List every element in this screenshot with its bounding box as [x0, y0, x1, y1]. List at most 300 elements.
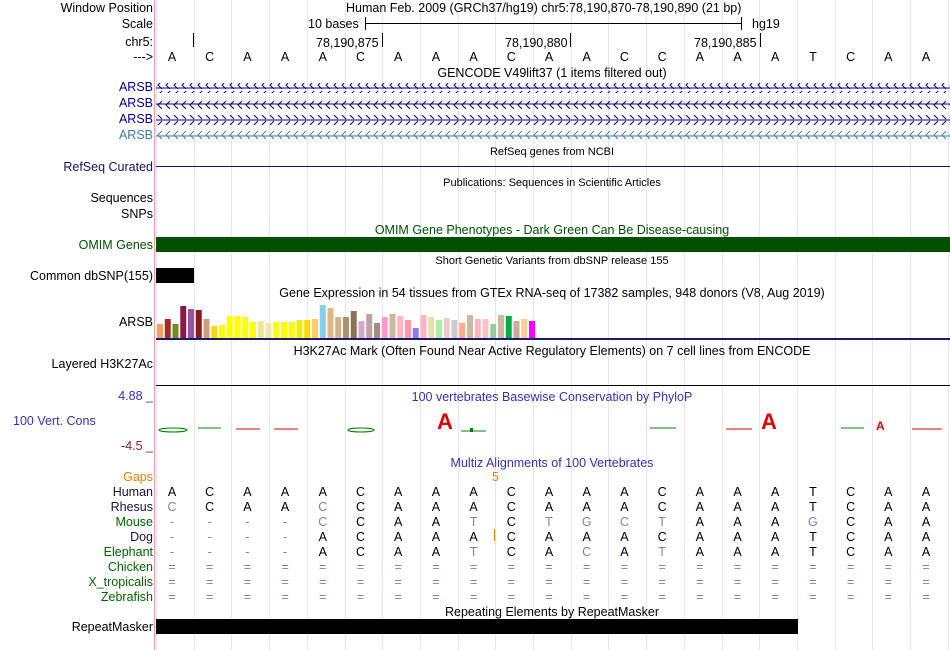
gtex-tissue-bar[interactable] [188, 309, 194, 338]
species-label[interactable]: Dog [130, 530, 153, 544]
alignment-base: A [431, 530, 441, 544]
position-875: 78,190,875 [316, 36, 379, 50]
alignment-base: = [432, 590, 440, 604]
alignment-base: = [356, 590, 365, 604]
alignment-base: = [696, 575, 704, 589]
gtex-tissue-bar[interactable] [242, 317, 248, 338]
phylop-logo-letter-a-3: A [876, 419, 885, 433]
gencode-track-title: GENCODE V49lift37 (1 items filtered out) [437, 66, 667, 80]
alignment-base: = [733, 575, 742, 589]
gtex-tissue-bar[interactable] [196, 310, 202, 338]
gtex-tissue-bar[interactable] [514, 321, 520, 338]
alignment-base: T [469, 545, 478, 559]
reference-base: C [506, 50, 516, 64]
phylop-min-label: -4.5 _ [121, 439, 153, 453]
reference-base: A [394, 50, 403, 64]
alignment-base: A [733, 485, 742, 499]
alignment-base: C [657, 485, 667, 499]
gencode-label-1[interactable]: ARSB [118, 80, 153, 94]
alignment-base: = [432, 560, 440, 574]
alignment-base: = [771, 590, 779, 604]
chrom-label: chr5: [125, 35, 153, 49]
scale-text: 10 bases [308, 17, 359, 31]
reference-base: A [318, 50, 327, 64]
dbsnp-variant-block[interactable] [156, 268, 194, 283]
alignment-base: A [394, 545, 403, 559]
dbsnp-label[interactable]: Common dbSNP(155) [30, 269, 153, 283]
alignment-base: = [319, 590, 327, 604]
phylop-logo-letter-a: A [437, 409, 453, 434]
alignment-base: A [394, 530, 403, 544]
alignment-base: T [658, 515, 666, 529]
alignment-base: A [921, 545, 931, 559]
alignment-base: = [545, 590, 553, 604]
alignment-base: = [733, 560, 742, 574]
repeat-label[interactable]: RepeatMasker [71, 620, 153, 634]
alignment-base: A [771, 515, 780, 529]
gtex-tissue-bar[interactable] [436, 320, 442, 338]
alignment-base: C [846, 515, 856, 529]
gtex-tissue-bar[interactable] [359, 321, 365, 338]
alignment-base: - [283, 545, 288, 559]
gap-insertion-mark [494, 529, 495, 541]
alignment-base: A [544, 530, 554, 544]
alignment-base: A [544, 500, 554, 514]
reference-base: A [469, 50, 478, 64]
alignment-base: = [394, 575, 402, 589]
gencode-transcript-2[interactable] [156, 99, 950, 109]
alignment-base: A [695, 500, 704, 514]
reference-base: A [431, 50, 441, 64]
reference-base: A [582, 50, 591, 64]
gtex-tissue-bar[interactable] [328, 308, 334, 338]
alignment-base: A [280, 485, 290, 499]
alignment-base: = [884, 575, 892, 589]
dbsnp-track-title: Short Genetic Variants from dbSNP release 155 [435, 255, 669, 267]
gtex-tissue-bar[interactable] [498, 315, 504, 338]
reference-base: A [243, 50, 252, 64]
omim-label[interactable]: OMIM Genes [78, 238, 153, 252]
gtex-tissue-bar[interactable] [529, 321, 535, 338]
alignment-base: A [921, 485, 931, 499]
alignment-base: A [469, 500, 478, 514]
species-label[interactable]: Human [112, 485, 153, 499]
gtex-tissue-bar[interactable] [374, 323, 380, 338]
alignment-base: A [695, 530, 704, 544]
position-880: 78,190,880 [505, 36, 568, 50]
alignment-base: A [695, 545, 704, 559]
window-position-value: Human Feb. 2009 (GRCh37/hg19) chr5:78,190,870-78,190,890 (21 bp) [346, 1, 742, 15]
gtex-tissue-bar[interactable] [413, 328, 419, 338]
alignment-base: A [921, 515, 931, 529]
alignment-base: = [922, 590, 930, 604]
alignment-base: = [168, 590, 176, 604]
omim-track-title: OMIM Gene Phenotypes - Dark Green Can Be Disease-causing [374, 223, 730, 237]
phylop-track-title: 100 vertebrates Basewise Conservation by PhyloP [411, 390, 693, 404]
chrom-tick [193, 33, 194, 47]
gtex-tissue-bar[interactable] [351, 311, 357, 338]
alignment-base: = [206, 575, 214, 589]
species-label[interactable]: Mouse [115, 515, 153, 529]
alignment-base: T [469, 515, 478, 529]
gtex-track-title: Gene Expression in 54 tissues from GTEx RNA-seq of 17382 samples, 948 donors (V8, Aug 2019) [279, 286, 825, 300]
alignment-base: C [355, 545, 366, 559]
gtex-tissue-bar[interactable] [312, 319, 318, 338]
gtex-tissue-bar[interactable] [421, 315, 427, 338]
alignment-base: A [544, 545, 554, 559]
species-label[interactable]: Rhesus [110, 500, 153, 514]
alignment-base: = [809, 575, 817, 589]
gtex-tissue-bar[interactable] [165, 319, 171, 338]
alignment-base: A [884, 485, 893, 499]
alignment-base: T [545, 515, 553, 529]
refseq-track-title: RefSeq genes from NCBI [489, 146, 615, 158]
phylop-max-label: 4.88 _ [118, 389, 153, 403]
alignment-base: A [695, 485, 704, 499]
alignment-base: A [921, 530, 931, 544]
alignment-base: = [658, 590, 666, 604]
alignment-base: A [733, 530, 742, 544]
alignment-base: C [846, 485, 856, 499]
refseq-gene-line[interactable] [156, 166, 950, 167]
alignment-base: - [283, 530, 288, 544]
phylop-neg-glyph-1 [159, 428, 187, 432]
scale-label: Scale [121, 17, 153, 31]
alignment-base: = [168, 575, 176, 589]
alignment-base: C [318, 500, 328, 514]
alignment-base: A [884, 545, 893, 559]
reference-base: C [846, 50, 856, 64]
alignment-base: A [544, 485, 554, 499]
refseq-label[interactable]: RefSeq Curated [63, 160, 153, 174]
alignment-base: C [846, 545, 856, 559]
gtex-tissue-bar[interactable] [521, 319, 527, 338]
gtex-expression-chart[interactable] [156, 298, 556, 338]
reference-base: A [280, 50, 290, 64]
alignment-base: A [280, 500, 290, 514]
gtex-tissue-bar[interactable] [405, 320, 411, 338]
alignment-base: - [207, 530, 212, 544]
gtex-tissue-bar[interactable] [289, 322, 295, 338]
phylop-track-label[interactable]: 100 Vert. Cons [13, 414, 96, 428]
phylop-neg-glyph-2 [348, 428, 374, 432]
scale-bar-left-tick [365, 17, 366, 30]
gtex-tissue-bar[interactable] [335, 317, 341, 338]
gtex-tissue-bar[interactable] [506, 316, 512, 338]
alignment-base: = [809, 590, 817, 604]
repeat-element-bar[interactable] [156, 619, 798, 634]
gtex-tissue-bar[interactable] [483, 319, 489, 338]
alignment-base: = [394, 590, 402, 604]
gtex-tissue-bar[interactable] [304, 320, 310, 338]
alignment-base: - [207, 515, 212, 529]
window-position-label: Window Position [60, 1, 153, 15]
alignment-base: = [394, 560, 402, 574]
alignment-base: A [695, 515, 704, 529]
snps-label[interactable]: SNPs [121, 207, 153, 221]
species-label[interactable]: X_tropicalis [88, 575, 153, 589]
alignment-base: = [356, 575, 365, 589]
alignment-base: = [658, 560, 666, 574]
alignment-base: = [696, 560, 704, 574]
alignment-base: C [355, 515, 366, 529]
alignment-base: - [169, 545, 175, 559]
gtex-tissue-bar[interactable] [173, 324, 179, 338]
repeat-track-title: Repeating Elements by RepeatMasker [444, 605, 659, 619]
alignment-base: = [206, 560, 214, 574]
gencode-label-2[interactable]: ARSB [118, 96, 153, 110]
gtex-tissue-bar[interactable] [343, 317, 349, 338]
alignment-base: - [169, 530, 175, 544]
alignment-base: A [431, 485, 441, 499]
gencode-label-4[interactable]: ARSB [118, 128, 153, 142]
alignment-base: = [922, 575, 930, 589]
alignment-base: = [319, 560, 327, 574]
alignment-base: T [658, 545, 666, 559]
gtex-tissue-bar[interactable] [490, 324, 496, 338]
gtex-tissue-bar[interactable] [452, 320, 458, 338]
alignment-base: C [657, 500, 667, 514]
alignment-base: T [809, 500, 817, 514]
gtex-tissue-bar[interactable] [227, 316, 233, 338]
gtex-tissue-bar[interactable] [428, 317, 434, 338]
reference-base: A [884, 50, 893, 64]
phylop-green-mark [470, 428, 473, 432]
gtex-tissue-bar[interactable] [397, 316, 403, 338]
strand-arrow: ---> [133, 50, 153, 64]
alignment-base: G [808, 515, 818, 529]
alignment-base: A [620, 545, 629, 559]
alignment-base: - [245, 545, 250, 559]
alignment-base: = [583, 575, 591, 589]
alignment-base: = [206, 590, 214, 604]
gtex-tissue-bar[interactable] [157, 324, 163, 338]
gtex-tissue-bar[interactable] [444, 318, 450, 338]
alignment-base: C [506, 500, 516, 514]
alignment-base: = [884, 560, 892, 574]
gtex-tissue-bar[interactable] [467, 315, 473, 338]
alignment-base: - [169, 515, 175, 529]
alignment-base: C [582, 545, 592, 559]
alignment-base: = [846, 590, 855, 604]
alignment-base: G [581, 515, 592, 529]
scale-bar [365, 23, 742, 24]
gencode-transcript-3[interactable] [156, 115, 950, 125]
gencode-transcripts[interactable] [156, 80, 950, 144]
alignment-base: A [884, 530, 893, 544]
alignment-base: C [506, 530, 516, 544]
omim-gene-bar[interactable] [156, 237, 950, 252]
alignment-base: = [319, 575, 327, 589]
alignment-base: = [620, 590, 629, 604]
sequences-label[interactable]: Sequences [90, 191, 153, 205]
alignment-base: A [469, 485, 478, 499]
alignment-base: A [318, 530, 327, 544]
scale-bar-right-tick [741, 17, 742, 30]
alignment-base: C [167, 500, 177, 514]
gencode-transcript-4[interactable] [156, 131, 950, 141]
alignment-base: C [506, 545, 516, 559]
alignment-base: = [583, 590, 591, 604]
alignment-base: = [243, 575, 252, 589]
alignment-base: A [771, 530, 780, 544]
alignment-base: = [696, 590, 704, 604]
gtex-tissue-bar[interactable] [180, 306, 186, 338]
gtex-tissue-bar[interactable] [266, 323, 272, 338]
alignment-base: A [771, 500, 780, 514]
alignment-base: C [846, 500, 856, 514]
alignment-base: A [431, 545, 441, 559]
alignment-base: A [469, 530, 478, 544]
alignment-base: - [283, 515, 288, 529]
alignment-base: A [582, 500, 591, 514]
alignment-base: C [355, 500, 366, 514]
alignment-base: C [846, 530, 856, 544]
reference-base: C [205, 50, 215, 64]
gtex-tissue-bar[interactable] [273, 322, 279, 338]
alignment-base: A [921, 500, 931, 514]
alignment-base: T [809, 530, 817, 544]
alignment-base: = [432, 575, 440, 589]
reference-base: A [921, 50, 931, 64]
gtex-tissue-bar[interactable] [390, 314, 396, 338]
alignment-base: A [771, 485, 780, 499]
gaps-label[interactable]: Gaps [123, 470, 153, 484]
reference-base: C [355, 50, 366, 64]
gap-count: 5 [492, 470, 499, 484]
alignment-base: = [281, 590, 289, 604]
alignment-base: - [245, 530, 250, 544]
alignment-base: A [733, 545, 742, 559]
alignment-base: T [809, 545, 817, 559]
alignment-base: = [281, 575, 289, 589]
alignment-base: A [620, 485, 629, 499]
gtex-tissue-bar[interactable] [235, 316, 241, 338]
gtex-tissue-bar[interactable] [204, 319, 210, 338]
alignment-base: C [619, 515, 629, 529]
alignment-base: A [243, 500, 252, 514]
alignment-base: = [658, 575, 666, 589]
gtex-baseline [156, 338, 950, 340]
multiz-track-title: Multiz Alignments of 100 Vertebrates [450, 456, 654, 470]
alignment-base: A [431, 515, 441, 529]
phylop-conservation-logo[interactable] [156, 405, 950, 435]
alignment-base: A [394, 485, 403, 499]
gtex-tissue-bar[interactable] [366, 314, 372, 338]
gtex-label[interactable]: ARSB [118, 315, 153, 329]
alignment-base: = [243, 560, 252, 574]
alignment-base: C [205, 500, 215, 514]
alignment-base: = [771, 575, 779, 589]
alignment-base: = [545, 575, 553, 589]
h3k27ac-baseline [156, 385, 950, 386]
gencode-label-3[interactable]: ARSB [118, 112, 153, 126]
alignment-base: = [469, 560, 478, 574]
alignment-base: = [583, 560, 591, 574]
gtex-tissue-bar[interactable] [382, 317, 388, 338]
alignment-base: = [356, 560, 365, 574]
alignment-base: = [507, 575, 515, 589]
h3k27ac-label[interactable]: Layered H3K27Ac [51, 357, 153, 371]
alignment-base: = [733, 590, 742, 604]
alignment-base: A [620, 530, 629, 544]
alignment-base: = [168, 560, 176, 574]
gtex-tissue-bar[interactable] [459, 323, 465, 338]
reference-base: A [733, 50, 742, 64]
alignment-base: A [394, 500, 403, 514]
gtex-tissue-bar[interactable] [258, 321, 264, 338]
alignment-base: C [205, 485, 215, 499]
alignment-base: = [469, 590, 478, 604]
alignment-base: A [167, 485, 177, 499]
publications-track-title: Publications: Sequences in Scientific Articles [443, 177, 661, 189]
alignment-base: = [846, 575, 855, 589]
alignment-base: A [243, 485, 252, 499]
gencode-transcript-1[interactable] [156, 83, 950, 93]
alignment-base: T [809, 485, 817, 499]
alignment-base: A [582, 485, 591, 499]
alignment-base: = [620, 575, 629, 589]
gtex-tissue-bar[interactable] [219, 325, 225, 338]
reference-base: A [167, 50, 177, 64]
alignment-base: C [318, 515, 328, 529]
reference-base: A [544, 50, 554, 64]
gtex-tissue-bar[interactable] [297, 320, 303, 338]
reference-base: T [809, 50, 817, 64]
alignment-base: = [809, 560, 817, 574]
alignment-base: C [657, 530, 667, 544]
alignment-base: = [469, 575, 478, 589]
alignment-base: A [394, 515, 403, 529]
alignment-base: = [507, 560, 515, 574]
alignment-base: A [318, 545, 327, 559]
alignment-base: A [582, 530, 591, 544]
gtex-tissue-bar[interactable] [281, 322, 287, 338]
alignment-base: - [245, 515, 250, 529]
gtex-tissue-bar[interactable] [475, 319, 481, 338]
reference-base: C [657, 50, 667, 64]
gtex-tissue-bar[interactable] [250, 322, 256, 338]
alignment-base: C [355, 530, 366, 544]
position-880-tick [570, 33, 571, 47]
label-separator-line [154, 0, 155, 650]
alignment-base: = [846, 560, 855, 574]
alignment-base: A [620, 500, 629, 514]
alignment-base: = [771, 560, 779, 574]
species-label[interactable]: Elephant [103, 545, 153, 559]
phylop-logo-letter-a-2: A [761, 409, 777, 434]
species-label[interactable]: Chicken [107, 560, 153, 574]
reference-base: A [695, 50, 704, 64]
alignment-base: = [884, 590, 892, 604]
alignment-base: A [318, 485, 327, 499]
alignment-base: A [733, 500, 742, 514]
alignment-base: C [355, 485, 366, 499]
reference-base: C [619, 50, 629, 64]
alignment-base: - [207, 545, 212, 559]
alignment-base: C [506, 515, 516, 529]
species-label[interactable]: Zebrafish [100, 590, 153, 604]
position-885: 78,190,885 [694, 36, 757, 50]
alignment-base: = [545, 560, 553, 574]
gtex-tissue-bar[interactable] [320, 305, 326, 338]
alignment-base: = [620, 560, 629, 574]
alignment-base: = [281, 560, 289, 574]
alignment-base: = [922, 560, 930, 574]
gtex-tissue-bar[interactable] [211, 326, 217, 338]
position-875-tick [382, 33, 383, 47]
alignment-base: A [771, 545, 780, 559]
